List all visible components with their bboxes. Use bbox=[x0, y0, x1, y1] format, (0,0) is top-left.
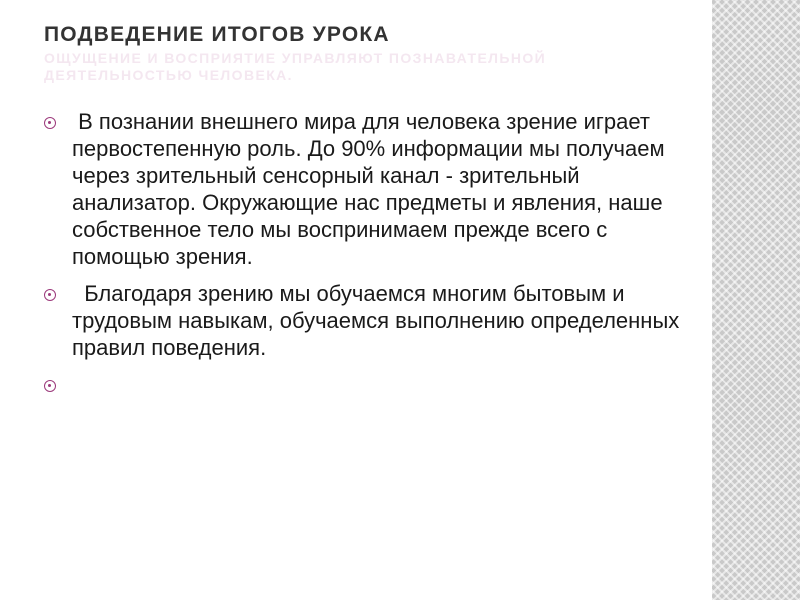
list-item-text: В познании внешнего мира для человека зрение играет первостепенную роль. До 90% информации мы получаем через зрительный сенсорный канал - зрительный анализатор. Окружающие нас предметы и явления, наше собственное тело мы воспринимаем прежде всего с помощью зрения. bbox=[72, 109, 671, 269]
list-item bbox=[44, 371, 684, 398]
ring-bullet-icon bbox=[44, 289, 56, 301]
ring-bullet-icon bbox=[44, 117, 56, 129]
list-item bbox=[44, 280, 684, 361]
decorative-side-strip bbox=[712, 0, 800, 600]
slide-subtitle: ОЩУЩЕНИЕ И ВОСПРИЯТИЕ УПРАВЛЯЮТ ПОЗНАВАТЕЛЬНОЙ ДЕЯТЕЛЬНОСТЬЮ ЧЕЛОВЕКА. bbox=[44, 50, 547, 83]
slide-title: ПОДВЕДЕНИЕ ИТОГОВ УРОКА bbox=[44, 23, 390, 46]
list-item-text: Благодаря зрению мы обучаемся многим бытовым и трудовым навыкам, обучаемся выполнению определенных правил поведения. bbox=[72, 281, 686, 360]
ring-bullet-icon bbox=[44, 380, 56, 392]
title-block bbox=[44, 22, 704, 84]
bullet-list bbox=[44, 108, 684, 408]
list-item bbox=[44, 108, 684, 270]
